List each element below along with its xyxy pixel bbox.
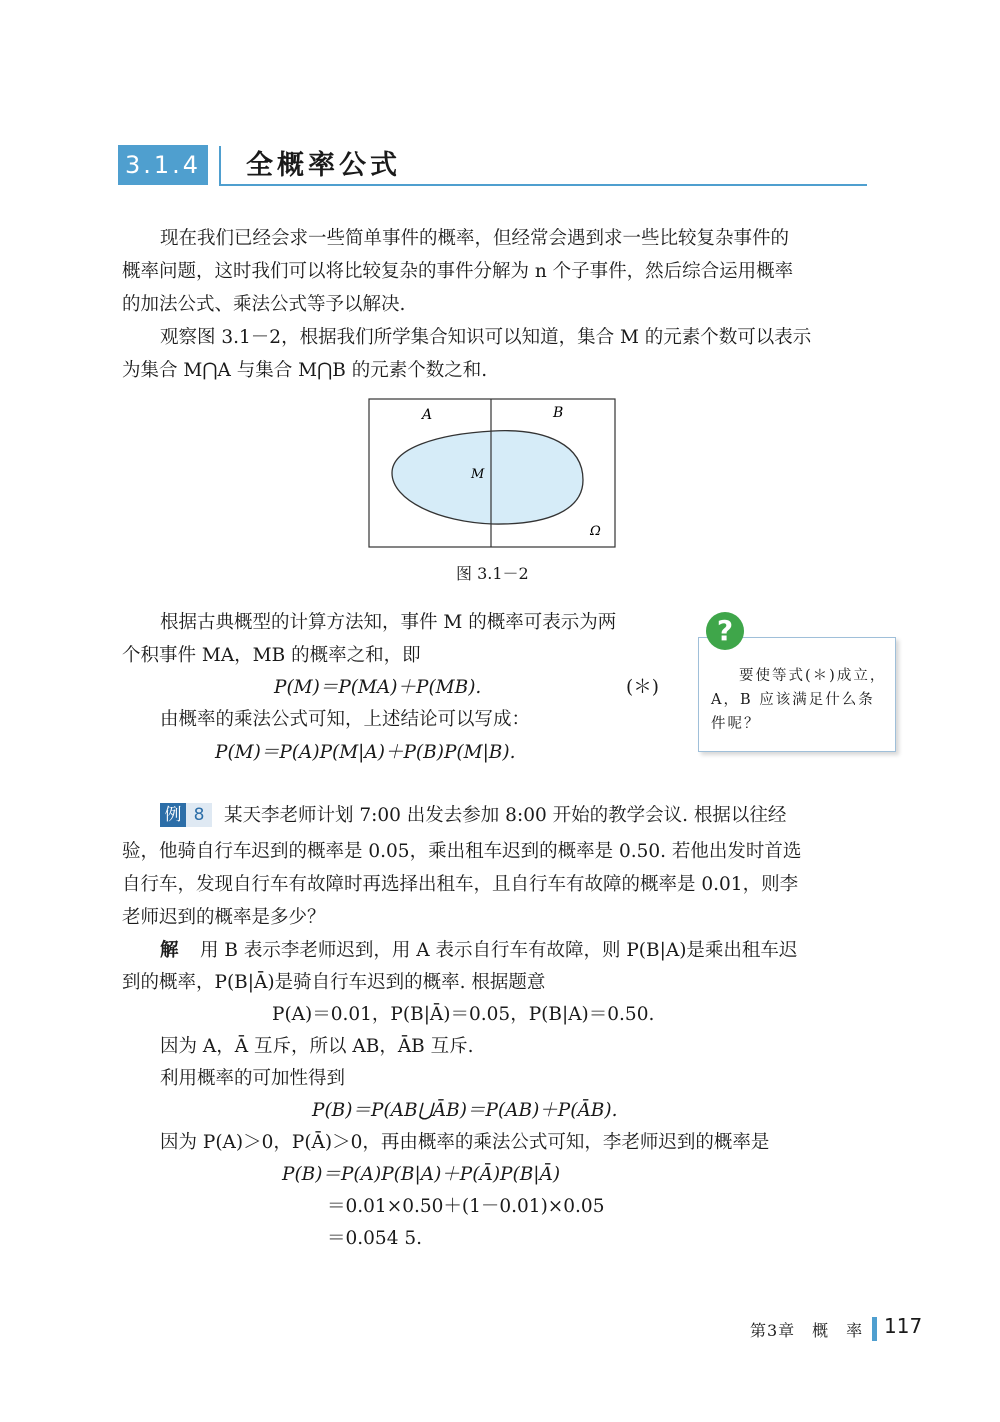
solution-line: 到的概率，P(B|Ā)是骑自行车迟到的概率. 根据题意 — [122, 972, 546, 993]
label-b: B — [553, 405, 564, 421]
note-line: 件呢？ — [711, 716, 761, 732]
solution-equation: P(B)＝P(AB⋃ĀB)＝P(AB)＋P(ĀB). — [312, 1100, 618, 1121]
intro-line: 为集合 M⋂A 与集合 M⋂B 的元素个数之和. — [122, 360, 488, 381]
venn-diagram — [368, 398, 618, 550]
solution-equation: ＝0.01×0.50＋(1－0.01)×0.05 — [327, 1196, 605, 1217]
example-line: 验，他骑自行车迟到的概率是 0.05，乘出租车迟到的概率是 0.50. 若他出发时首选 — [122, 841, 802, 862]
figure-caption: 图 3.1－2 — [456, 564, 529, 583]
intro-line: 现在我们已经会求一些简单事件的概率，但经常会遇到求一些比较复杂事件的 — [160, 228, 790, 249]
question-icon: ? — [706, 612, 744, 650]
section-underline — [219, 184, 867, 186]
footer-chapter: 第3章 概 率 — [750, 1321, 864, 1340]
margin-note — [698, 637, 896, 752]
example-line: 老师迟到的概率是多少？ — [122, 907, 326, 928]
page-number: 117 — [884, 1314, 923, 1338]
solution-label: 解 — [160, 940, 179, 961]
solution-line: 因为 P(A)＞0，P(Ā)＞0，再由概率的乘法公式可知，李老师迟到的概率是 — [160, 1132, 770, 1153]
label-m: M — [471, 467, 485, 482]
solution-line: 利用概率的可加性得到 — [160, 1068, 346, 1089]
label-a: A — [422, 407, 433, 423]
example-line: 某天李老师计划 7:00 出发去参加 8:00 开始的教学会议. 根据以往经 — [224, 805, 787, 826]
footer-divider — [872, 1317, 877, 1341]
note-line: A，B 应该满足什么条 — [711, 692, 875, 708]
solution-equation: ＝0.054 5. — [327, 1228, 422, 1249]
solution-equation: P(A)＝0.01，P(B|Ā)＝0.05，P(B|A)＝0.50. — [272, 1004, 655, 1025]
section-title: 全概率公式 — [246, 150, 401, 181]
intro-line: 观察图 3.1－2，根据我们所学集合知识可以知道，集合 M 的元素个数可以表示 — [160, 327, 812, 348]
derivation-line: 由概率的乘法公式可知，上述结论可以写成： — [160, 709, 531, 730]
equation-product: P(M)＝P(A)P(M|A)＋P(B)P(M|B). — [215, 742, 516, 763]
section-number: 3.1.4 — [118, 145, 208, 185]
equation-tag: (＊) — [626, 677, 659, 698]
example-badge-number: 8 — [186, 803, 212, 827]
note-line: 要使等式(＊)成立， — [739, 668, 887, 684]
solution-line: 用 B 表示李老师迟到，用 A 表示自行车有故障，则 P(B|A)是乘出租车迟 — [200, 940, 798, 961]
derivation-line: 个积事件 MA，MB 的概率之和，即 — [122, 645, 421, 666]
equation-star: P(M)＝P(MA)＋P(MB). — [274, 677, 482, 698]
label-omega: Ω — [590, 524, 601, 539]
solution-line: 因为 A，Ā 互斥，所以 AB，ĀB 互斥. — [160, 1036, 474, 1057]
example-line: 自行车，发现自行车有故障时再选择出租车，且自行车有故障的概率是 0.01，则李 — [122, 874, 799, 895]
example-badge — [160, 803, 212, 827]
solution-equation: P(B)＝P(A)P(B|A)＋P(Ā)P(B|Ā) — [282, 1164, 561, 1185]
intro-line: 概率问题，这时我们可以将比较复杂的事件分解为 n 个子事件，然后综合运用概率 — [122, 261, 794, 282]
derivation-line: 根据古典概型的计算方法知，事件 M 的概率可表示为两 — [160, 612, 617, 633]
section-divider — [219, 146, 221, 186]
intro-line: 的加法公式、乘法公式等予以解决. — [122, 294, 406, 315]
example-badge-word: 例 — [160, 803, 186, 827]
